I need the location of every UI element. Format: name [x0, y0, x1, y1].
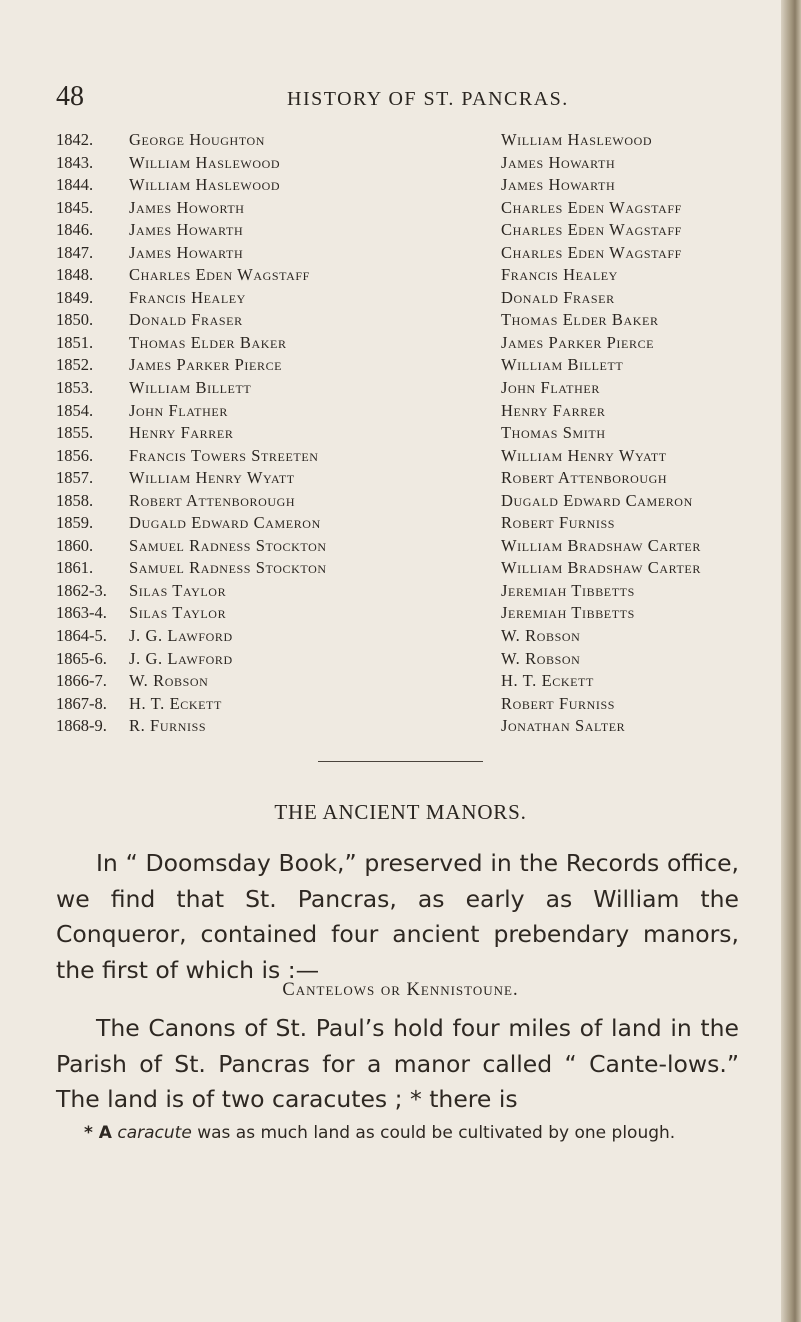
row-year: 1859. [56, 513, 94, 533]
row-year: 1865-6. [56, 648, 107, 668]
row-second-name: Thomas Elder Baker [501, 310, 659, 330]
row-first-name: R. Furniss [129, 716, 207, 736]
row-second-name: James Howarth [501, 175, 616, 195]
row-first-name: James Parker Pierce [129, 355, 283, 375]
row-second-name: Jeremiah Tibbetts [501, 603, 635, 623]
row-second-name: Francis Healey [501, 265, 618, 285]
row-first-name: J. G. Lawford [129, 626, 233, 646]
row-second-name: W. Robson [501, 626, 581, 646]
list-row [56, 602, 756, 625]
list-row [56, 129, 756, 152]
row-second-name: Jeremiah Tibbetts [501, 580, 635, 600]
row-first-name: John Flather [129, 400, 228, 420]
list-row [56, 287, 756, 310]
row-first-name: Silas Taylor [129, 580, 227, 600]
list-row [56, 354, 756, 377]
row-first-name: William Haslewood [129, 152, 281, 172]
row-year: 1852. [56, 355, 94, 375]
list-row [56, 174, 756, 197]
row-second-name: James Parker Pierce [501, 332, 655, 352]
footnote-term: caracute [117, 1123, 192, 1143]
row-year: 1846. [56, 220, 94, 240]
row-year: 1856. [56, 445, 94, 465]
list-row [56, 535, 756, 558]
row-second-name: William Haslewood [501, 130, 653, 149]
row-year: 1867-8. [56, 693, 107, 713]
row-year: 1848. [56, 265, 94, 285]
row-second-name: Charles Eden Wagstaff [501, 242, 682, 262]
row-second-name: William Henry Wyatt [501, 445, 667, 465]
list-row [56, 557, 756, 580]
row-year: 1842. [56, 130, 94, 149]
row-first-name: George Houghton [129, 130, 266, 149]
row-second-name: Henry Farrer [501, 400, 606, 420]
row-first-name: Robert Attenborough [129, 490, 296, 510]
row-first-name: William Billett [129, 378, 252, 398]
row-first-name: J. G. Lawford [129, 648, 233, 668]
row-year: 1861. [56, 558, 94, 578]
row-year: 1847. [56, 242, 94, 262]
row-year: 1855. [56, 423, 94, 443]
row-second-name: Charles Eden Wagstaff [501, 197, 682, 217]
row-first-name: H. T. Eckett [129, 693, 222, 713]
row-second-name: Robert Attenborough [501, 468, 668, 488]
section-divider-rule [318, 761, 483, 762]
row-year: 1845. [56, 197, 94, 217]
row-first-name: Charles Eden Wagstaff [129, 265, 310, 285]
list-row [56, 264, 756, 287]
list-row [56, 467, 756, 490]
row-year: 1843. [56, 152, 94, 172]
row-first-name: Henry Farrer [129, 423, 234, 443]
row-year: 1849. [56, 287, 94, 307]
row-first-name: Donald Fraser [129, 310, 243, 330]
row-second-name: William Bradshaw Carter [501, 558, 701, 578]
list-row [56, 377, 756, 400]
row-year: 1857. [56, 468, 94, 488]
row-second-name: Charles Eden Wagstaff [501, 220, 682, 240]
page-number: 48 [56, 81, 84, 112]
row-year: 1866-7. [56, 671, 107, 691]
footnote-text: was as much land as could be cultivated by one plough. [197, 1123, 676, 1143]
running-head: HISTORY OF ST. PANCRAS. [287, 88, 569, 110]
row-first-name: William Henry Wyatt [129, 468, 295, 488]
row-year: 1864-5. [56, 626, 107, 646]
list-row [56, 422, 756, 445]
row-first-name: William Haslewood [129, 175, 281, 195]
list-row [56, 693, 756, 716]
row-first-name: W. Robson [129, 671, 209, 691]
row-first-name: Thomas Elder Baker [129, 332, 287, 352]
list-row [56, 445, 756, 468]
row-second-name: Robert Furniss [501, 513, 615, 533]
row-year: 1854. [56, 400, 94, 420]
list-row [56, 670, 756, 693]
list-row [56, 580, 756, 603]
row-year: 1862-3. [56, 580, 107, 600]
row-second-name: James Howarth [501, 152, 616, 172]
row-first-name: Dugald Edward Cameron [129, 513, 321, 533]
row-first-name: Francis Towers Streeten [129, 445, 319, 465]
row-second-name: William Bradshaw Carter [501, 535, 701, 555]
row-second-name: William Billett [501, 355, 624, 375]
row-first-name: Samuel Radness Stockton [129, 535, 327, 555]
row-second-name: Jonathan Salter [501, 716, 626, 736]
list-row [56, 309, 756, 332]
row-second-name: W. Robson [501, 648, 581, 668]
row-second-name: H. T. Eckett [501, 671, 594, 691]
list-row [56, 197, 756, 220]
row-first-name: Samuel Radness Stockton [129, 558, 327, 578]
list-row [56, 648, 756, 671]
row-year: 1863-4. [56, 603, 107, 623]
list-row [56, 715, 756, 738]
row-year: 1850. [56, 310, 94, 330]
row-year: 1844. [56, 175, 94, 195]
row-first-name: James Howarth [129, 242, 244, 262]
row-year: 1853. [56, 378, 94, 398]
list-row [56, 512, 756, 535]
paragraph-doomsday: In “ Doomsday Book,” preserved in the Records office, we find that St. Pancras, as early as William the Conqueror, contained four ancient prebendary manors, the first of which is :— [56, 849, 739, 984]
row-year: 1858. [56, 490, 94, 510]
section-title: THE ANCIENT MANORS. [274, 800, 527, 824]
list-row [56, 152, 756, 175]
list-row [56, 625, 756, 648]
paragraph-canons: The Canons of St. Paul’s hold four miles of land in the Parish of St. Pancras for a manor called “ Cante-lows.” The land is of two caracutes ; * there is [56, 1014, 739, 1113]
row-year: 1868-9. [56, 716, 107, 736]
page-edge-shadow [781, 0, 801, 1322]
list-row [56, 400, 756, 423]
list-row [56, 490, 756, 513]
row-second-name: Dugald Edward Cameron [501, 490, 693, 510]
list-row [56, 242, 756, 265]
subheading-cantelows: Cantelows or Kennistoune. [282, 980, 519, 1000]
row-year: 1851. [56, 332, 94, 352]
row-year: 1860. [56, 535, 94, 555]
row-first-name: James Howorth [129, 197, 245, 217]
footnote [56, 1120, 746, 1146]
row-second-name: Donald Fraser [501, 287, 615, 307]
footnote-mark: * A [84, 1123, 112, 1143]
page-header [0, 80, 801, 120]
officer-list [56, 129, 756, 738]
list-row [56, 332, 756, 355]
row-first-name: Francis Healey [129, 287, 246, 307]
row-second-name: Thomas Smith [501, 423, 606, 443]
list-row [56, 219, 756, 242]
row-second-name: Robert Furniss [501, 693, 615, 713]
row-first-name: James Howarth [129, 220, 244, 240]
row-second-name: John Flather [501, 378, 600, 398]
row-first-name: Silas Taylor [129, 603, 227, 623]
